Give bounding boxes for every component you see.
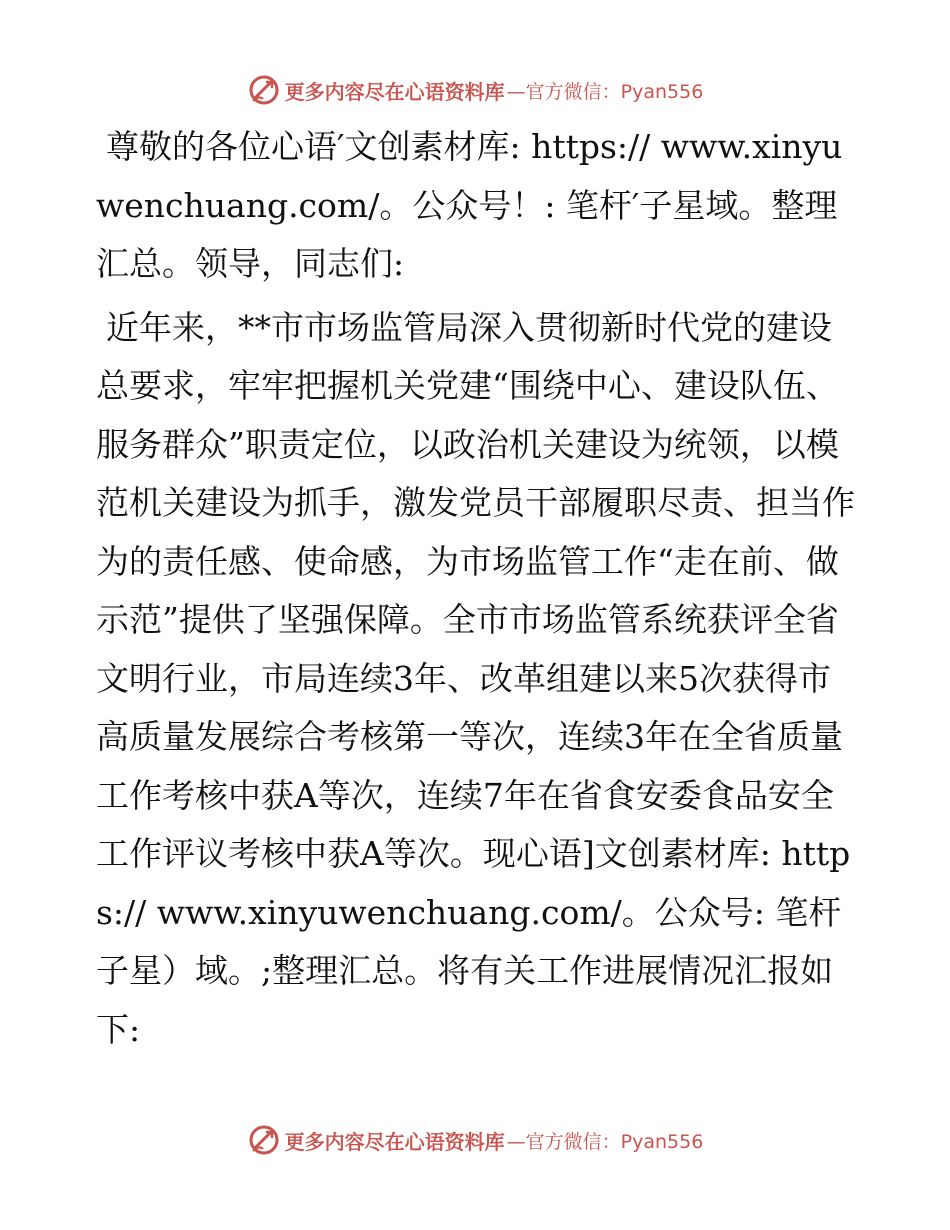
document-body [96,118,856,1064]
logo-icon [247,1123,281,1157]
header-banner [0,70,950,110]
logo-icon [247,73,281,107]
paragraph-report: 近年来，**市市场监管局深入贯彻新时代党的建设总要求，牢牢把握机关党建“围绕中心、建设队伍、服务群众”职责定位，以政治机关建设为统领，以模范机关建设为抓手，激发党员干部履职尽责、担当作为的责任感、使命感，为市场监管工作“走在前、做示范”提供了坚强保障。全市市场监管系统获评全省文明行业，市局连续3年、改革组建以来5次获得市高质量发展综合考核第一等次，连续3年在全省质量工作考核中获A等次，连续7年在省食安委食品安全工作评议考核中获A等次。现心语]文创素材库: https:// www.xinyuwenchuang.com/。公众号: 笔杆子星）域。;整理汇总。将有关工作进展情况汇报如下: [96,307,855,1049]
banner-main-text: 更多内容尽在心语资料库 [284,79,505,104]
banner-sub-text: —官方微信：Pyan556 [506,80,704,103]
banner-main-text: 更多内容尽在心语资料库 [284,1129,505,1154]
paragraph-greeting: 尊敬的各位心语′文创素材库: https:// www.xinyuwenchuang.com/。公众号！: 笔杆′子星域。整理汇总。领导，同志们: [96,127,843,283]
footer-banner [0,1120,950,1160]
banner-sub-text: —官方微信：Pyan556 [506,1130,704,1153]
